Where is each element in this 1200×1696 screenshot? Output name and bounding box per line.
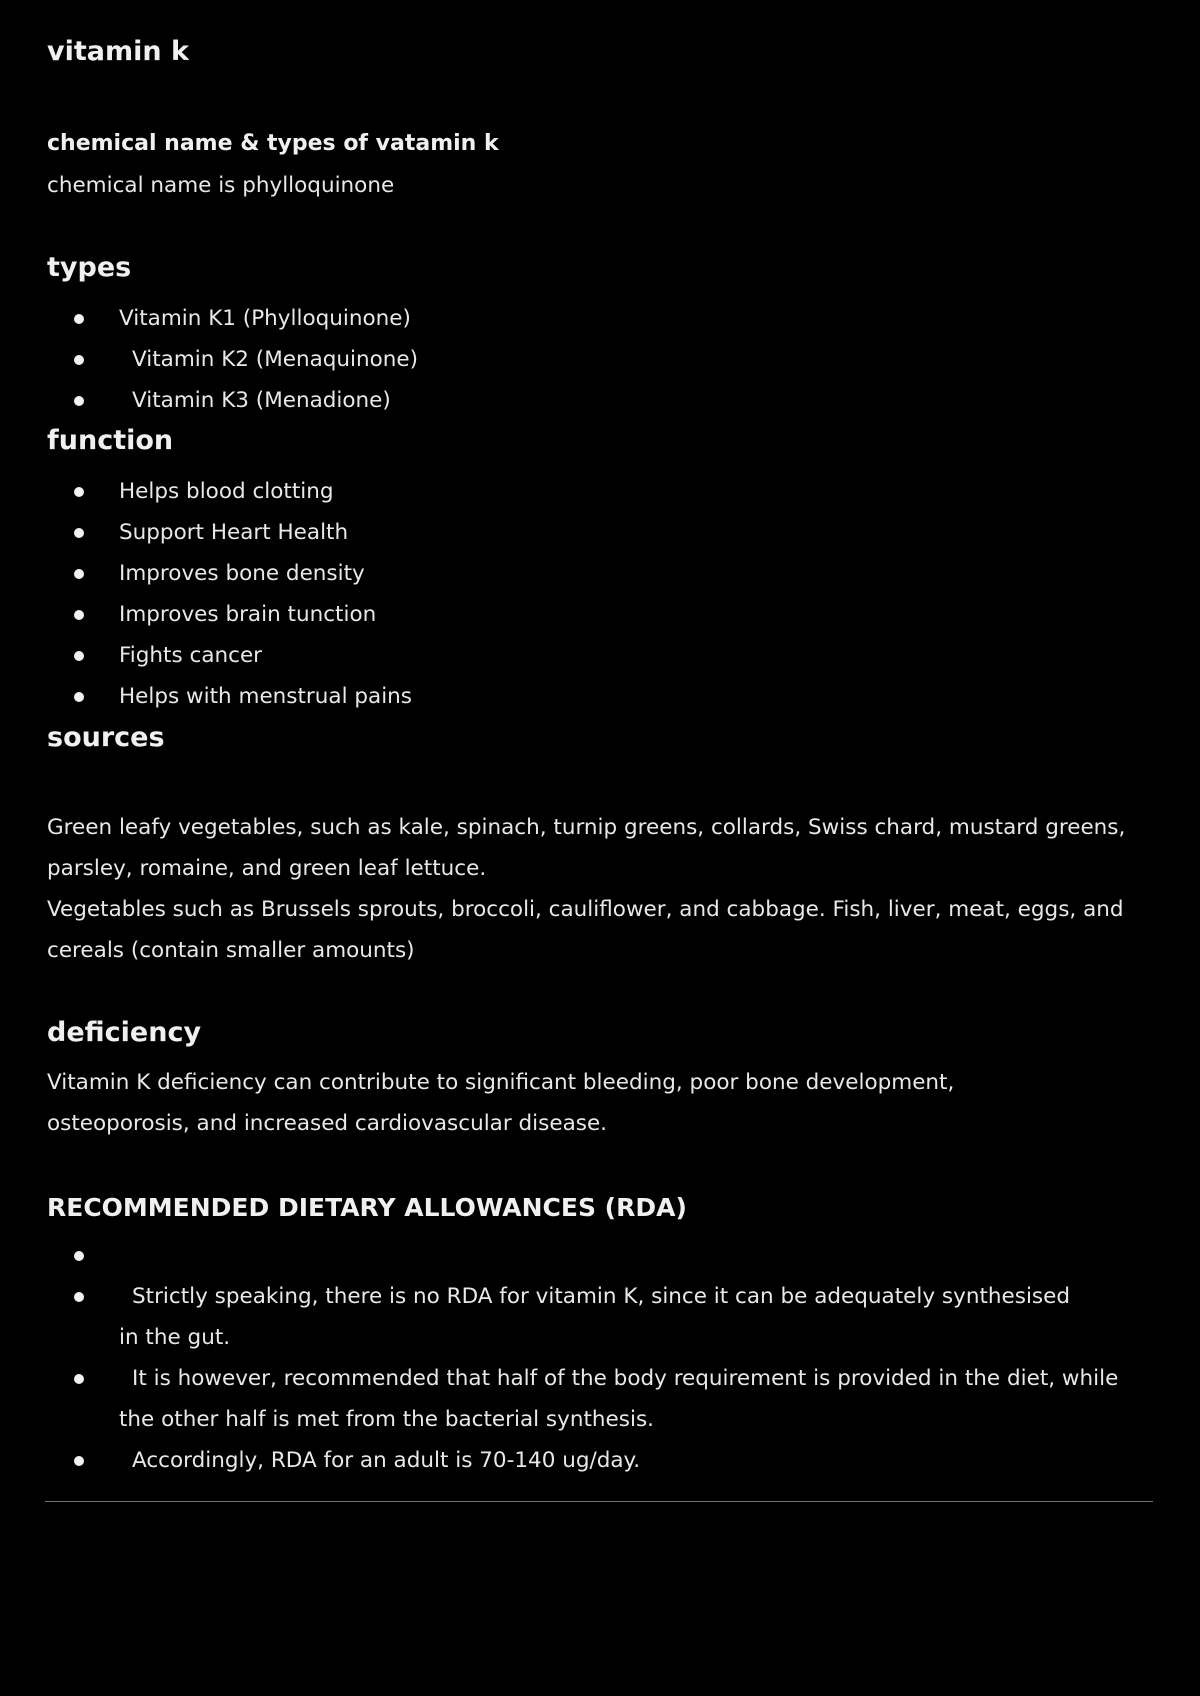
list-item: [47, 298, 1153, 339]
bullet-icon: [74, 610, 84, 620]
deficiency-text: Vitamin K deficiency can contribute to significant bleeding, poor bone development, osteoporosis, and increased cardiovascular disease.: [47, 1070, 955, 1136]
list-item: [47, 339, 1153, 380]
list-item: [47, 594, 1153, 635]
deficiency-heading: deficiency: [47, 1017, 202, 1048]
bullet-icon: [74, 487, 84, 497]
list-item-text: Improves bone density: [119, 561, 365, 586]
list-item-text: Accordingly, RDA for an adult is 70-140 ug/day.: [132, 1448, 641, 1473]
list-item-text: Fights cancer: [119, 643, 263, 668]
divider: [45, 1501, 1153, 1502]
rda-list: [47, 1235, 1153, 1481]
list-item: [47, 1358, 1153, 1440]
list-item: [47, 676, 1153, 717]
types-list: [47, 298, 1153, 421]
list-item: [47, 1440, 1153, 1481]
bullet-icon: [74, 396, 84, 406]
list-item-text: Strictly speaking, there is no RDA for vitamin K, since it can be adequately synthesised in the gut.: [119, 1284, 1070, 1350]
bullet-icon: [74, 355, 84, 365]
list-item-text: Vitamin K2 (Menaquinone): [132, 347, 419, 372]
chemical-heading: chemical name & types of vatamin k: [47, 131, 499, 156]
bullet-icon: [74, 651, 84, 661]
sources-heading: sources: [47, 722, 165, 753]
page-title: vitamin k: [47, 36, 189, 67]
chemical-text: chemical name is phylloquinone: [47, 173, 395, 198]
list-item-text: Helps with menstrual pains: [119, 684, 413, 709]
list-item: [47, 1235, 1153, 1276]
bullet-icon: [74, 692, 84, 702]
bullet-icon: [74, 314, 84, 324]
list-item: [47, 512, 1153, 553]
bullet-icon: [74, 1374, 84, 1384]
list-item-text: Vitamin K1 (Phylloquinone): [119, 306, 411, 331]
list-item-text: It is however, recommended that half of the body requirement is provided in the diet, while the other half is met from the bacterial synthesis.: [119, 1366, 1119, 1432]
sources-paragraph: Green leafy vegetables, such as kale, spinach, turnip greens, collards, Swiss chard, mustard greens, parsley, romaine, and green leaf lettuce.: [47, 815, 1126, 881]
list-item-text: Support Heart Health: [119, 520, 349, 545]
list-item: [47, 380, 1153, 421]
function-list: [47, 471, 1153, 717]
list-item: [47, 471, 1153, 512]
bullet-icon: [74, 569, 84, 579]
bullet-icon: [74, 1251, 84, 1261]
list-item-text: Helps blood clotting: [119, 479, 334, 504]
function-heading: function: [47, 425, 174, 456]
list-item: [47, 553, 1153, 594]
bullet-icon: [74, 528, 84, 538]
sources-paragraph: Vegetables such as Brussels sprouts, broccoli, cauliflower, and cabbage. Fish, liver, meat, eggs, and cereals (contain smaller amounts): [47, 897, 1124, 963]
types-heading: types: [47, 252, 132, 283]
list-item: [47, 635, 1153, 676]
bullet-icon: [74, 1292, 84, 1302]
list-item: [47, 1276, 1153, 1358]
list-item-text: Improves brain tunction: [119, 602, 377, 627]
bullet-icon: [74, 1456, 84, 1466]
rda-heading: RECOMMENDED DIETARY ALLOWANCES (RDA): [47, 1193, 687, 1222]
list-item-text: Vitamin K3 (Menadione): [132, 388, 391, 413]
